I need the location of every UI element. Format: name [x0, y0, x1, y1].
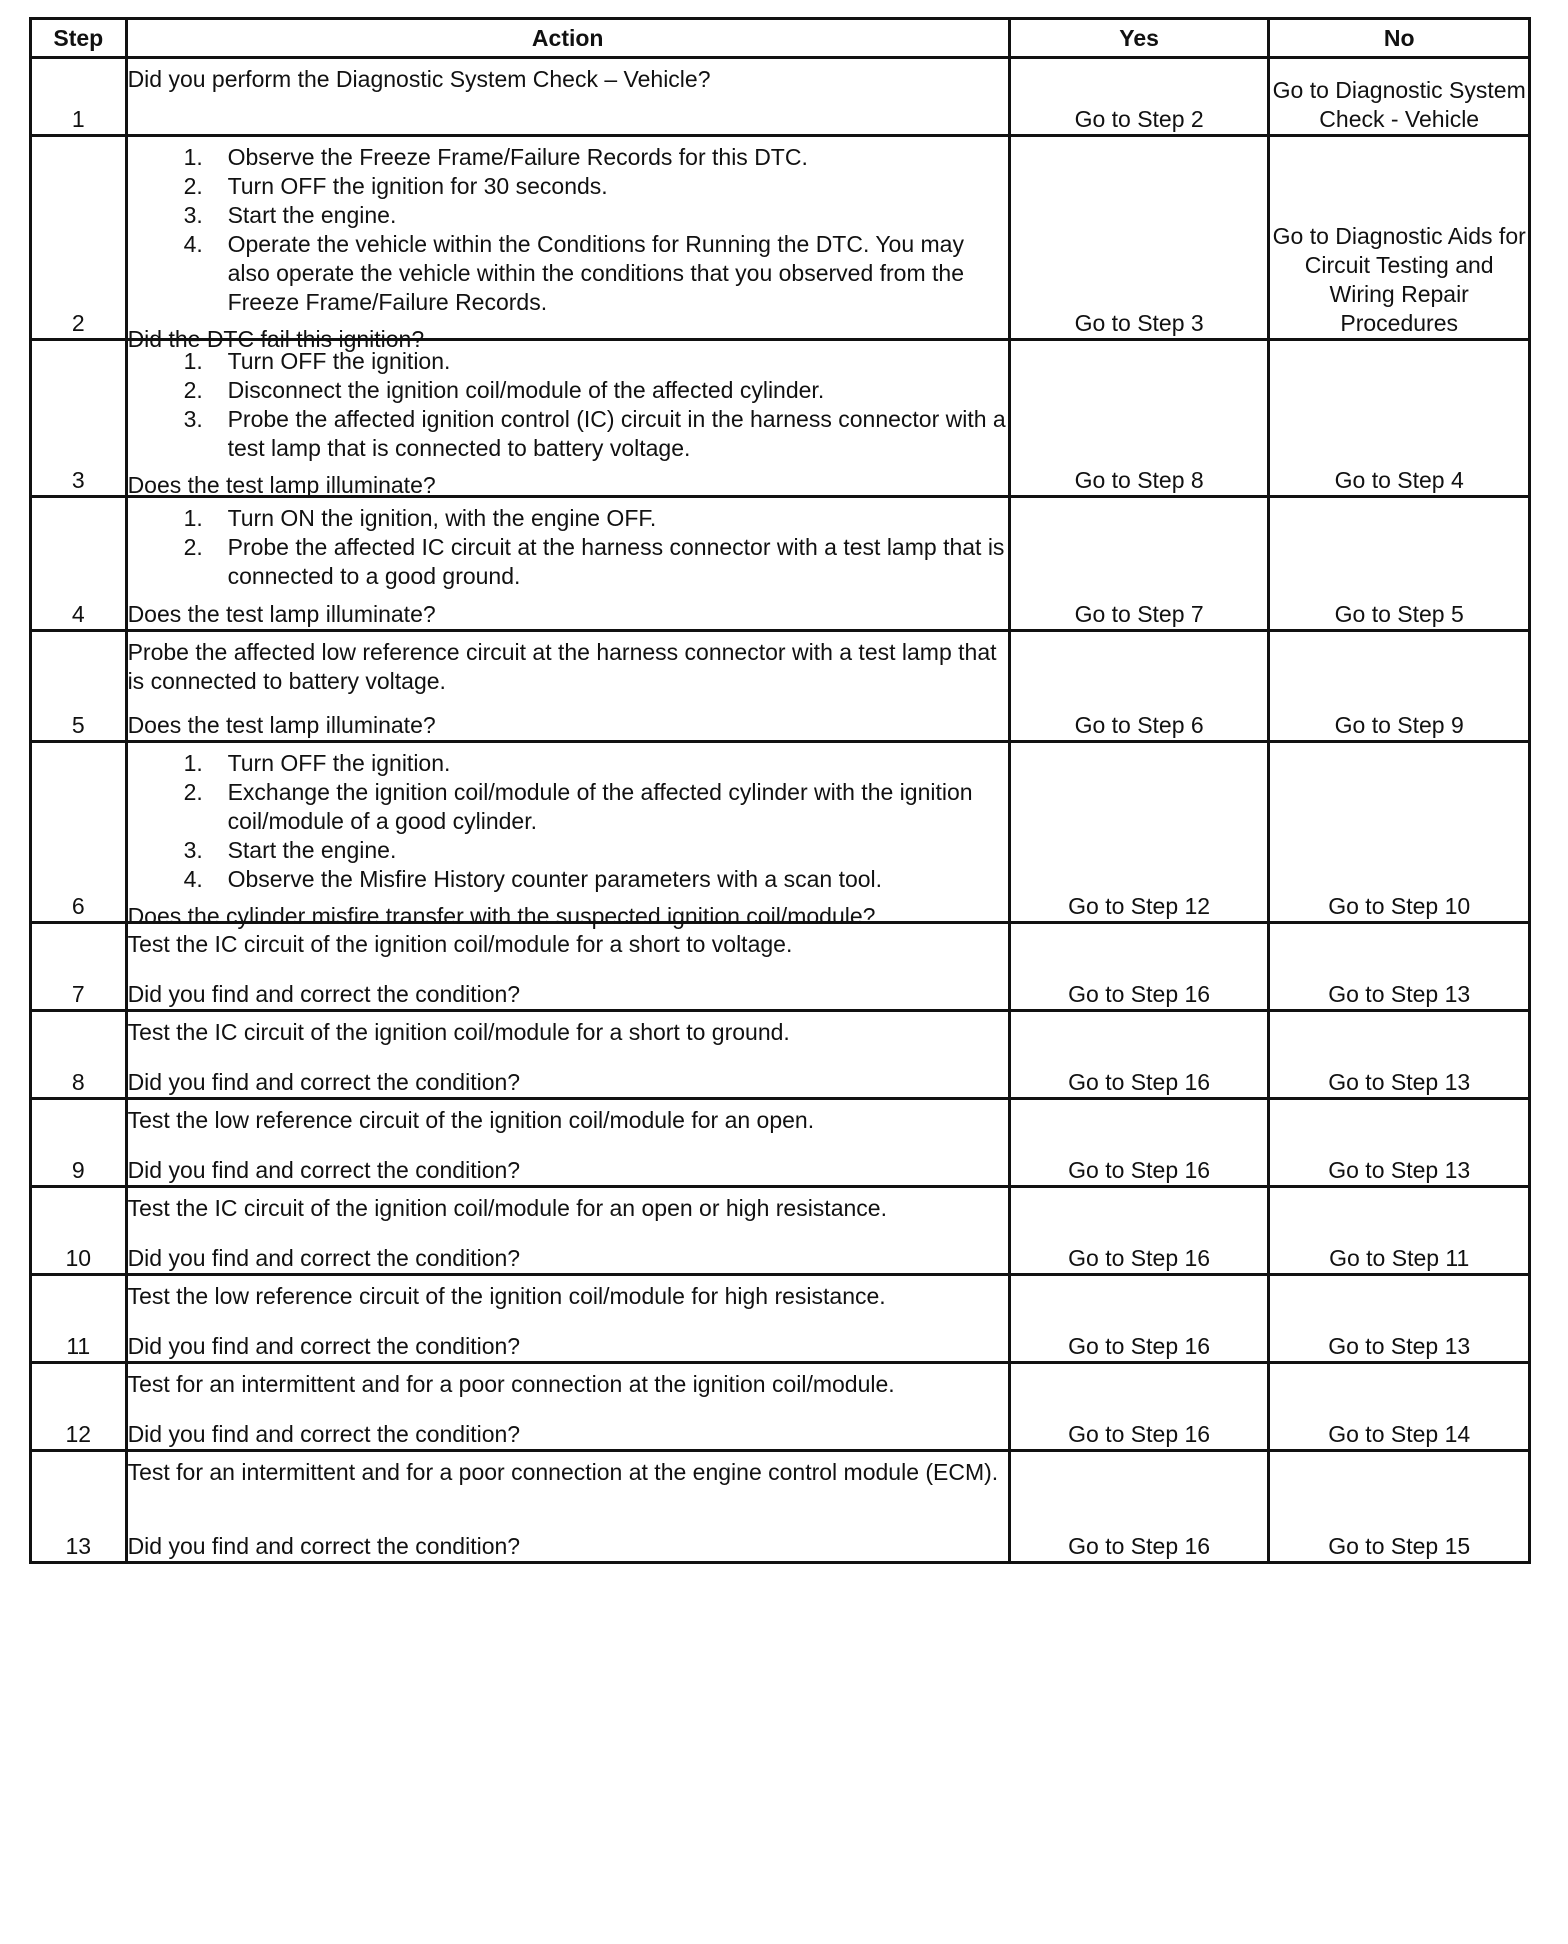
yes-outcome: Go to Step 8	[1009, 340, 1269, 497]
no-outcome: Go to Step 13	[1269, 1275, 1530, 1363]
list-item-text: Turn OFF the ignition.	[227, 750, 451, 776]
table-row	[31, 1099, 1530, 1187]
yes-outcome: Go to Step 6	[1009, 631, 1269, 742]
header-action: Action	[126, 19, 1009, 58]
list-item-number: 4.	[183, 866, 203, 892]
list-item-text: Turn OFF the ignition for 30 seconds.	[227, 173, 608, 199]
table-row	[31, 1451, 1530, 1563]
table-row	[31, 1275, 1530, 1363]
list-item-text: Start the engine.	[227, 837, 397, 863]
list-item-number: 4.	[183, 231, 203, 257]
yes-outcome: Go to Step 3	[1009, 136, 1269, 340]
yes-outcome: Go to Step 2	[1009, 58, 1269, 136]
step-number: 12	[31, 1363, 127, 1451]
step-number: 4	[31, 497, 127, 631]
no-outcome: Go to Diagnostic Aids for Circuit Testing and Wiring Repair Procedures	[1269, 136, 1530, 340]
yes-outcome: Go to Step 16	[1009, 923, 1269, 1011]
action-text: Test for an intermittent and for a poor connection at the engine control module (ECM).	[127, 1459, 999, 1485]
list-item-number: 1.	[183, 750, 203, 776]
list-item	[128, 347, 1008, 376]
no-outcome: Go to Step 13	[1269, 923, 1530, 1011]
no-outcome: Go to Step 5	[1269, 497, 1530, 631]
list-item-text: Turn ON the ignition, with the engine OFF.	[227, 505, 657, 531]
list-item	[128, 778, 1008, 836]
table-row	[31, 497, 1530, 631]
step-number: 9	[31, 1099, 127, 1187]
list-item-text: Operate the vehicle within the Conditions for Running the DTC. You may also operate the vehicle within the conditions that you observed from the Freeze Frame/Failure Records.	[227, 231, 965, 315]
action-text: Test the IC circuit of the ignition coil/module for an open or high resistance.	[127, 1195, 887, 1221]
list-item-text: Observe the Misfire History counter parameters with a scan tool.	[227, 866, 883, 892]
step-number: 3	[31, 340, 127, 497]
action-question: Did you find and correct the condition?	[127, 1245, 521, 1271]
list-item-text: Probe the affected IC circuit at the harness connector with a test lamp that is connected to a good ground.	[227, 534, 1005, 589]
no-outcome: Go to Step 14	[1269, 1363, 1530, 1451]
list-item-number: 2.	[183, 377, 203, 403]
yes-outcome: Go to Step 16	[1009, 1187, 1269, 1275]
action-cell	[126, 1451, 1009, 1563]
action-text: Test the low reference circuit of the ignition coil/module for an open.	[127, 1107, 815, 1133]
action-text: Probe the affected low reference circuit at the harness connector with a test lamp that is connected to battery voltage.	[127, 639, 997, 694]
action-question: Did you find and correct the condition?	[127, 1533, 521, 1559]
yes-outcome: Go to Step 7	[1009, 497, 1269, 631]
action-question: Does the test lamp illuminate?	[127, 472, 436, 498]
yes-outcome: Go to Step 16	[1009, 1451, 1269, 1563]
no-outcome: Go to Diagnostic System Check - Vehicle	[1269, 58, 1530, 136]
action-question: Does the test lamp illuminate?	[127, 601, 436, 627]
diagnostic-table	[29, 17, 1531, 1564]
header-row	[31, 19, 1530, 58]
action-text: Test for an intermittent and for a poor connection at the ignition coil/module.	[127, 1371, 895, 1397]
list-item-text: Disconnect the ignition coil/module of the affected cylinder.	[227, 377, 825, 403]
step-number: 6	[31, 742, 127, 923]
step-number: 11	[31, 1275, 127, 1363]
action-text: Did you perform the Diagnostic System Check – Vehicle?	[127, 66, 711, 92]
no-outcome: Go to Step 10	[1269, 742, 1530, 923]
action-steps-list	[128, 504, 1008, 591]
action-text: Test the IC circuit of the ignition coil/module for a short to ground.	[127, 1019, 790, 1045]
list-item-number: 2.	[183, 534, 203, 560]
action-text: Test the low reference circuit of the ignition coil/module for high resistance.	[127, 1283, 886, 1309]
action-cell	[126, 923, 1009, 1011]
list-item	[128, 143, 1008, 172]
table-row	[31, 1011, 1530, 1099]
list-item	[128, 865, 1008, 894]
action-text: Test the IC circuit of the ignition coil/module for a short to voltage.	[127, 931, 793, 957]
list-item-number: 3.	[183, 202, 203, 228]
list-item-number: 1.	[183, 144, 203, 170]
list-item-number: 2.	[183, 779, 203, 805]
action-question: Does the cylinder misfire transfer with the suspected ignition coil/module?	[127, 903, 876, 929]
step-number: 7	[31, 923, 127, 1011]
action-cell	[126, 1187, 1009, 1275]
yes-outcome: Go to Step 16	[1009, 1099, 1269, 1187]
action-cell	[126, 497, 1009, 631]
table-row	[31, 631, 1530, 742]
list-item	[128, 230, 1008, 317]
table-row	[31, 1363, 1530, 1451]
table-row	[31, 923, 1530, 1011]
list-item-number: 2.	[183, 173, 203, 199]
list-item-text: Probe the affected ignition control (IC) circuit in the harness connector with a test lamp that is connected to battery voltage.	[227, 406, 1006, 461]
list-item	[128, 749, 1008, 778]
table-row	[31, 136, 1530, 340]
no-outcome: Go to Step 11	[1269, 1187, 1530, 1275]
list-item-number: 1.	[183, 348, 203, 374]
list-item-number: 3.	[183, 406, 203, 432]
step-number: 10	[31, 1187, 127, 1275]
list-item-text: Start the engine.	[227, 202, 397, 228]
action-cell	[126, 58, 1009, 136]
header-no: No	[1269, 19, 1530, 58]
action-cell	[126, 340, 1009, 497]
action-cell	[126, 1275, 1009, 1363]
no-outcome: Go to Step 4	[1269, 340, 1530, 497]
list-item-number: 3.	[183, 837, 203, 863]
action-question: Does the test lamp illuminate?	[127, 712, 436, 738]
yes-outcome: Go to Step 16	[1009, 1275, 1269, 1363]
list-item	[128, 533, 1008, 591]
action-question: Did you find and correct the condition?	[127, 1421, 521, 1447]
action-question: Did you find and correct the condition?	[127, 1157, 521, 1183]
list-item-text: Exchange the ignition coil/module of the affected cylinder with the ignition coil/module of a good cylinder.	[227, 779, 973, 834]
step-number: 1	[31, 58, 127, 136]
list-item	[128, 172, 1008, 201]
list-item-text: Turn OFF the ignition.	[227, 348, 451, 374]
yes-outcome: Go to Step 16	[1009, 1011, 1269, 1099]
no-outcome: Go to Step 13	[1269, 1011, 1530, 1099]
action-question: Did the DTC fail this ignition?	[127, 326, 425, 352]
table-row	[31, 58, 1530, 136]
action-steps-list	[128, 143, 1008, 317]
table-row	[31, 340, 1530, 497]
list-item	[128, 201, 1008, 230]
action-steps-list	[128, 749, 1008, 894]
yes-outcome: Go to Step 16	[1009, 1363, 1269, 1451]
no-outcome: Go to Step 9	[1269, 631, 1530, 742]
header-yes: Yes	[1009, 19, 1269, 58]
step-number: 2	[31, 136, 127, 340]
list-item	[128, 504, 1008, 533]
action-question: Did you find and correct the condition?	[127, 1333, 521, 1359]
action-question: Did you find and correct the condition?	[127, 1069, 521, 1095]
action-question: Did you find and correct the condition?	[127, 981, 521, 1007]
no-outcome: Go to Step 15	[1269, 1451, 1530, 1563]
yes-outcome: Go to Step 12	[1009, 742, 1269, 923]
table-row	[31, 1187, 1530, 1275]
list-item-text: Observe the Freeze Frame/Failure Records for this DTC.	[227, 144, 808, 170]
header-step: Step	[31, 19, 127, 58]
step-number: 8	[31, 1011, 127, 1099]
action-cell	[126, 136, 1009, 352]
action-cell	[126, 1363, 1009, 1451]
action-cell	[126, 1099, 1009, 1187]
no-outcome: Go to Step 13	[1269, 1099, 1530, 1187]
step-number: 13	[31, 1451, 127, 1563]
list-item	[128, 376, 1008, 405]
list-item	[128, 836, 1008, 865]
action-cell	[126, 1011, 1009, 1099]
action-cell	[126, 631, 1009, 742]
list-item-number: 1.	[183, 505, 203, 531]
table-row	[31, 742, 1530, 923]
action-steps-list	[128, 347, 1008, 463]
step-number: 5	[31, 631, 127, 742]
list-item	[128, 405, 1008, 463]
action-cell	[126, 742, 1009, 929]
